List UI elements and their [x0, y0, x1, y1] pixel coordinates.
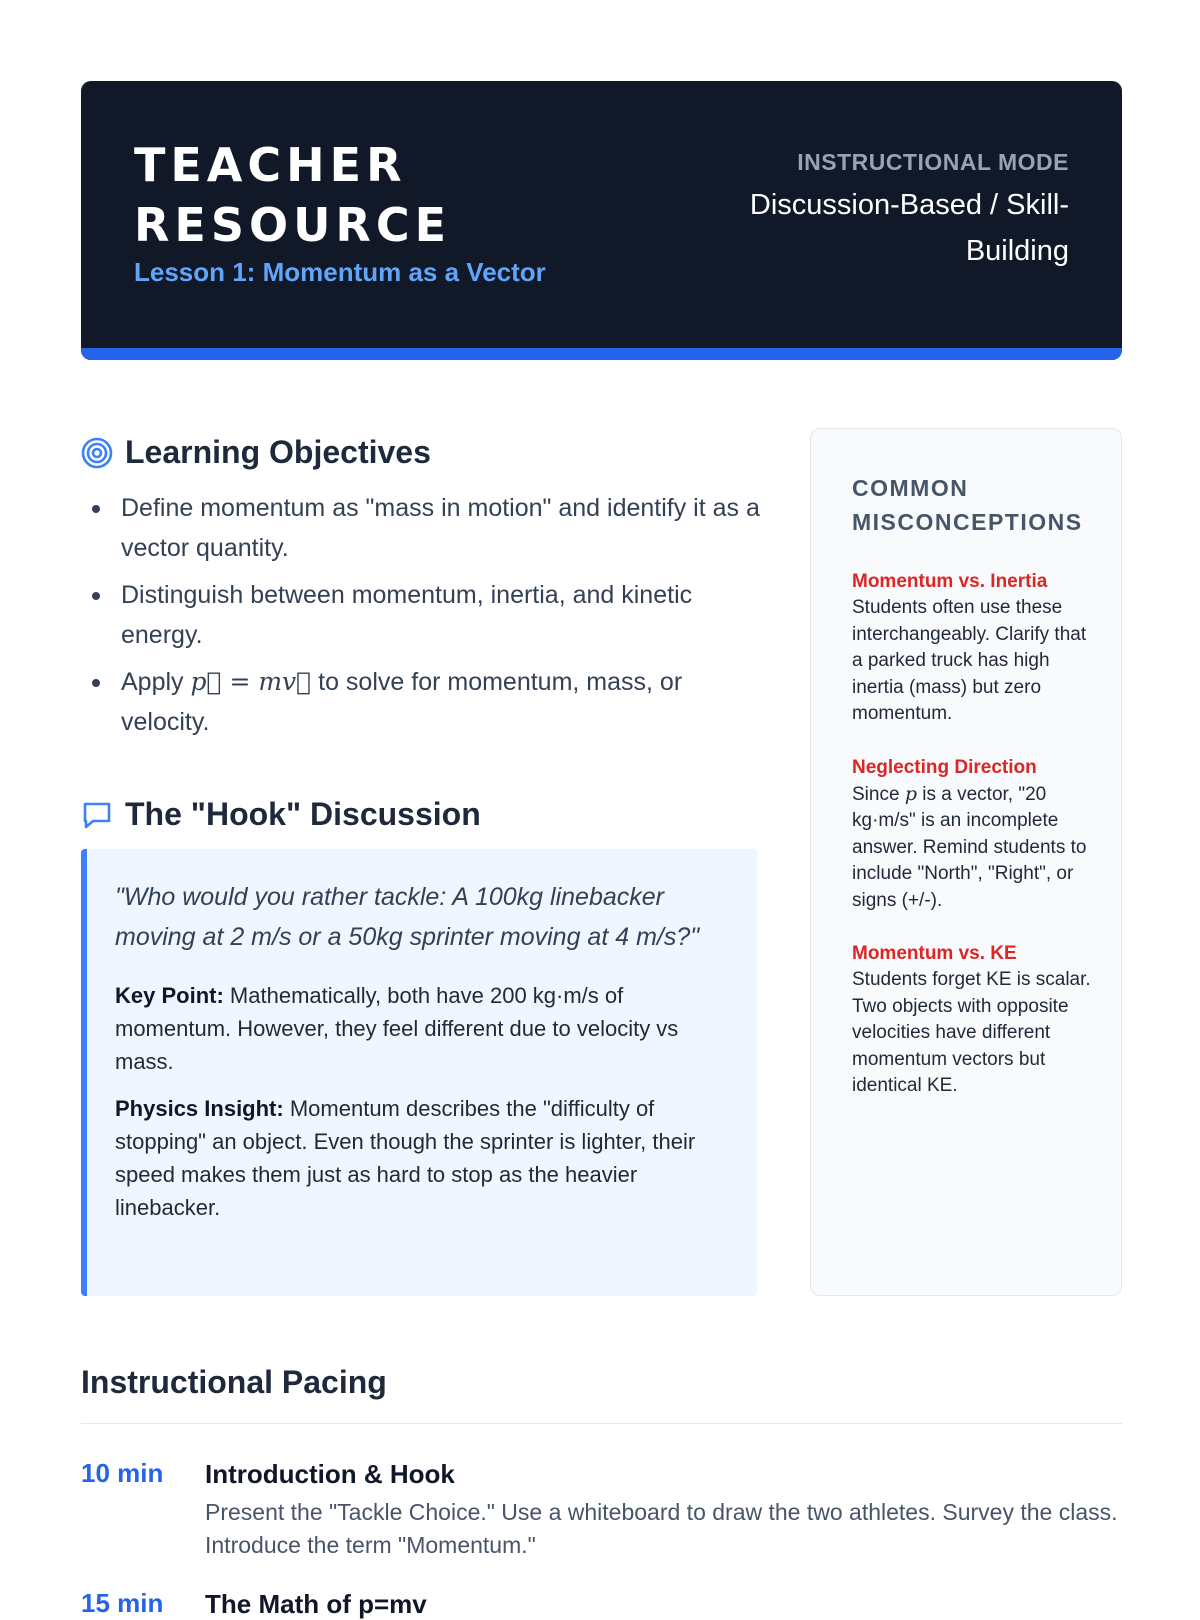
misconception-title: Momentum vs. KE	[852, 943, 1017, 964]
pacing-body	[205, 1458, 1122, 1562]
header-accent-bar	[81, 348, 1122, 360]
target-icon	[81, 437, 113, 469]
page-title	[134, 135, 451, 255]
physics-insight	[115, 1092, 731, 1224]
instructional-mode	[709, 149, 1069, 274]
misconception-title: Momentum vs. Inertia	[852, 571, 1048, 592]
title-line-2: RESOURCE	[134, 198, 452, 252]
pacing-body	[205, 1588, 1122, 1620]
mode-value: Discussion-Based / Skill-Building	[749, 189, 1069, 267]
misconceptions-panel	[810, 428, 1122, 1296]
key-point-text: Mathematically, both have 200 kg·m/s of momentum. However, they feel different due to velocity vs mass.	[115, 983, 679, 1074]
misconception-text: Students forget KE is scalar. Two objects with opposite velocities have different momentum vectors but identical KE.	[852, 969, 1091, 1096]
title-line-1: TEACHER	[134, 138, 407, 192]
hook-callout	[81, 849, 757, 1296]
insight-text: Momentum describes the "difficulty of stopping" an object. Even though the sprinter is lighter, their speed makes them just as hard to stop as the heavier linebacker.	[115, 1096, 696, 1220]
misconception-item	[852, 569, 1091, 728]
misconception-item	[852, 941, 1091, 1100]
objectives-heading	[81, 434, 431, 471]
key-point-label: Key Point:	[115, 983, 224, 1008]
pacing-time: 10 min	[81, 1458, 164, 1488]
misconception-text	[852, 781, 1091, 915]
mode-label: INSTRUCTIONAL MODE	[797, 149, 1069, 175]
misconception-text-prefix: Since	[852, 783, 900, 805]
hook-heading	[81, 796, 481, 833]
objectives-list	[81, 488, 761, 749]
pacing-text: Present the "Tackle Choice." Use a whiteboard to draw the two athletes. Survey the class. Introduce the term "Momentum."	[205, 1499, 1118, 1558]
pacing-divider	[81, 1423, 1122, 1424]
list-item: Distinguish between momentum, inertia, and kinetic energy.	[81, 575, 761, 655]
momentum-formula: p⃗ = mv⃗	[190, 667, 312, 696]
insight-label: Physics Insight:	[115, 1096, 284, 1121]
hook-quote: "Who would you rather tackle: A 100kg linebacker moving at 2 m/s or a 50kg sprinter moving at 4 m/s?"	[115, 883, 700, 951]
momentum-symbol: p	[904, 782, 917, 805]
chat-bubble-icon	[81, 799, 113, 831]
list-item	[81, 662, 761, 742]
pacing-title: Instructional Pacing	[81, 1364, 387, 1400]
apply-prefix: Apply	[121, 668, 184, 696]
objectives-title: Learning Objectives	[125, 434, 431, 470]
apply-suffix: to solve for momentum, mass, or velocity.	[121, 668, 683, 736]
pacing-heading: Introduction & Hook	[205, 1459, 455, 1489]
key-point	[115, 979, 731, 1078]
misconception-title: Neglecting Direction	[852, 756, 1037, 778]
misconception-text-suffix: is a vector, "20 kg·m/s" is an incomplete answer. Remind students to include "North", "Right", or signs (+/-).	[852, 783, 1087, 911]
misconceptions-title: COMMON MISCONCEPTIONS	[852, 475, 1083, 535]
pacing-time: 15 min	[81, 1588, 164, 1618]
header-banner	[81, 81, 1122, 360]
pacing-heading: The Math of p=mv	[205, 1589, 427, 1619]
misconception-text: Students often use these interchangeably. Clarify that a parked truck has high inertia (mass) but zero momentum.	[852, 597, 1087, 724]
lesson-subtitle: Lesson 1: Momentum as a Vector	[134, 257, 546, 287]
misconception-item	[852, 755, 1091, 915]
hook-title: The "Hook" Discussion	[125, 796, 481, 832]
list-item: Define momentum as "mass in motion" and identify it as a vector quantity.	[81, 488, 761, 568]
